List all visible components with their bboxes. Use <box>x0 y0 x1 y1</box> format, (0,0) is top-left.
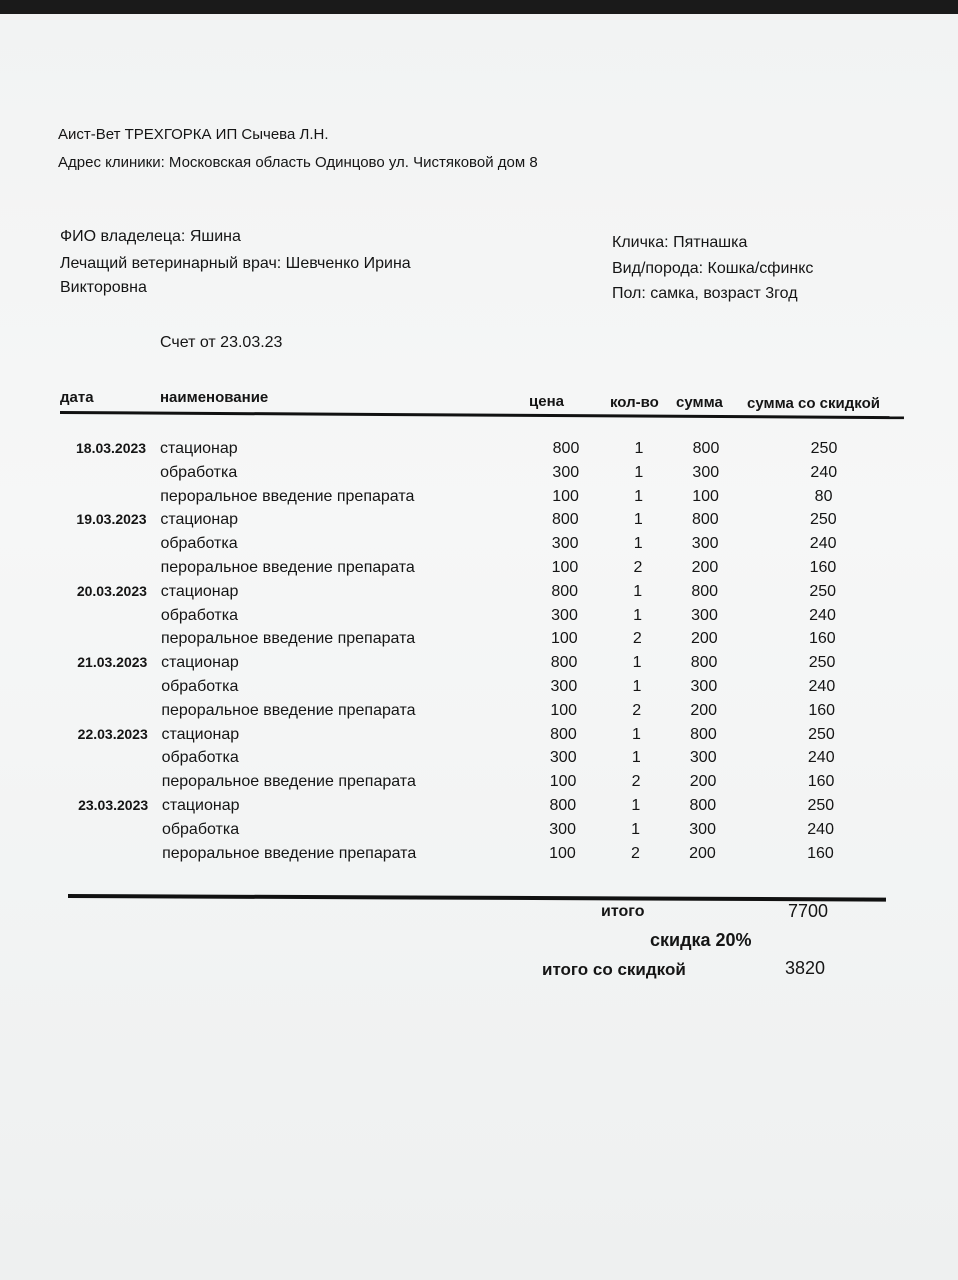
row-discounted-sum: 250 <box>808 725 835 743</box>
total-value: 7700 <box>788 901 829 921</box>
row-service-name: обработка <box>160 535 238 553</box>
row-quantity: 1 <box>634 463 644 481</box>
row-sum: 800 <box>692 440 720 457</box>
row-service-name: стационар <box>160 582 239 600</box>
table-row <box>0 607 958 631</box>
row-discounted-sum: 250 <box>810 440 838 457</box>
row-service-name: стационар <box>160 511 239 529</box>
row-sum: 200 <box>689 773 717 791</box>
row-service-name: обработка <box>161 820 240 838</box>
row-service-name: обработка <box>160 463 238 481</box>
row-sum: 300 <box>689 820 716 838</box>
row-discounted-sum: 80 <box>814 487 833 505</box>
row-service-name: стационар <box>161 725 240 743</box>
table-row <box>0 464 958 488</box>
row-service-name: обработка <box>161 749 239 767</box>
row-price: 800 <box>551 582 579 600</box>
table-row <box>0 797 958 821</box>
row-price: 100 <box>550 701 578 719</box>
pet-breed: Вид/порода: Кошка/сфинкс <box>612 260 814 277</box>
row-discounted-sum: 240 <box>807 820 834 838</box>
row-date: 18.03.2023 <box>76 440 147 456</box>
owner-name: ФИО владелеца: Яшина <box>60 228 241 245</box>
row-quantity: 1 <box>631 749 641 767</box>
row-date: 23.03.2023 <box>78 797 149 813</box>
row-price: 800 <box>549 797 577 814</box>
table-row <box>0 630 958 654</box>
row-quantity: 2 <box>632 701 642 719</box>
pet-name: Кличка: Пятнашка <box>612 234 748 251</box>
row-service-name: пероральное введение препарата <box>161 773 416 791</box>
row-price: 800 <box>550 654 578 672</box>
row-service-name: стационар <box>160 440 238 457</box>
row-price: 100 <box>552 487 579 505</box>
row-date: 21.03.2023 <box>77 654 148 671</box>
pet-sex-age: Пол: самка, возраст 3год <box>612 285 798 302</box>
row-service-name: пероральное введение препарата <box>160 487 415 505</box>
top-dark-edge <box>0 0 958 14</box>
row-quantity: 1 <box>633 535 643 553</box>
row-service-name: пероральное введение препарата <box>160 559 415 576</box>
row-price: 800 <box>552 440 580 457</box>
row-sum: 200 <box>689 844 716 862</box>
row-sum: 200 <box>690 630 718 648</box>
clinic-name: Аист-Вет ТРЕХГОРКА ИП Сычева Л.Н. <box>58 126 329 143</box>
row-sum: 300 <box>691 535 719 553</box>
row-discounted-sum: 250 <box>809 582 837 600</box>
row-sum: 100 <box>692 487 719 505</box>
row-quantity: 1 <box>633 582 643 600</box>
row-sum: 200 <box>690 701 718 719</box>
row-discounted-sum: 250 <box>808 654 836 672</box>
row-date: 20.03.2023 <box>76 582 147 599</box>
row-price: 300 <box>550 678 578 695</box>
discount-label: скидка 20% <box>650 930 752 950</box>
row-discounted-sum: 160 <box>808 701 836 719</box>
row-discounted-sum: 160 <box>807 844 834 862</box>
row-discounted-sum: 240 <box>810 463 838 481</box>
header-discounted-sum: сумма со скидкой <box>747 395 880 412</box>
row-date: 19.03.2023 <box>76 511 147 528</box>
table-row <box>0 821 958 845</box>
header-sum: сумма <box>676 394 723 411</box>
row-price: 800 <box>552 511 579 529</box>
row-service-name: пероральное введение препарата <box>161 701 416 719</box>
table-row <box>0 726 958 750</box>
row-date: 22.03.2023 <box>77 725 148 742</box>
vet-name-line2: Викторовна <box>60 279 147 296</box>
table-row <box>0 535 958 559</box>
row-quantity: 1 <box>633 511 643 529</box>
table-row <box>0 749 958 773</box>
row-price: 800 <box>550 725 577 743</box>
table-row <box>0 583 958 607</box>
row-discounted-sum: 240 <box>809 606 836 624</box>
row-service-name: стационар <box>161 654 239 672</box>
clinic-address: Адрес клиники: Московская область Одинцово ул. Чистяковой дом 8 <box>58 154 538 171</box>
row-discounted-sum: 160 <box>808 630 836 648</box>
row-sum: 300 <box>692 463 720 481</box>
row-discounted-sum: 160 <box>809 559 837 576</box>
table-row <box>0 702 958 726</box>
row-quantity: 1 <box>631 797 641 814</box>
header-name: наименование <box>160 389 269 406</box>
row-price: 300 <box>551 535 579 553</box>
row-sum: 800 <box>691 582 719 600</box>
row-discounted-sum: 240 <box>808 678 836 695</box>
row-price: 100 <box>551 559 579 576</box>
row-price: 300 <box>552 463 580 481</box>
row-price: 300 <box>551 606 578 624</box>
table-row <box>0 845 958 869</box>
row-sum: 300 <box>691 606 718 624</box>
row-price: 100 <box>549 844 576 862</box>
row-discounted-sum: 250 <box>807 797 835 814</box>
table-row <box>0 440 958 464</box>
table-row <box>0 773 958 797</box>
invoice-title: Счет от 23.03.23 <box>160 334 283 351</box>
row-quantity: 1 <box>632 725 641 743</box>
row-sum: 300 <box>689 749 717 767</box>
row-quantity: 2 <box>630 844 640 862</box>
row-quantity: 1 <box>634 487 644 505</box>
table-row <box>0 511 958 535</box>
table-row <box>0 488 958 512</box>
row-discounted-sum: 250 <box>810 511 837 529</box>
row-service-name: стационар <box>161 797 240 814</box>
row-quantity: 1 <box>634 440 644 457</box>
table-row <box>0 678 958 702</box>
row-quantity: 1 <box>632 654 642 672</box>
row-service-name: пероральное введение препарата <box>162 844 417 862</box>
discounted-total-value: 3820 <box>785 958 826 978</box>
row-sum: 800 <box>692 511 719 529</box>
row-discounted-sum: 240 <box>807 749 835 767</box>
header-qty: кол-во <box>610 394 659 411</box>
table-row <box>0 654 958 678</box>
row-sum: 800 <box>690 725 717 743</box>
row-discounted-sum: 240 <box>809 535 837 553</box>
row-quantity: 2 <box>632 630 642 648</box>
row-sum: 800 <box>690 654 718 672</box>
row-sum: 300 <box>690 678 718 695</box>
row-quantity: 1 <box>633 606 642 624</box>
row-sum: 200 <box>691 559 719 576</box>
row-price: 100 <box>550 630 578 648</box>
header-date: дата <box>60 389 94 406</box>
row-service-name: обработка <box>160 606 238 624</box>
row-quantity: 2 <box>631 773 641 791</box>
table-row <box>0 559 958 583</box>
row-price: 300 <box>549 749 577 767</box>
row-quantity: 1 <box>632 678 642 695</box>
row-quantity: 1 <box>631 820 641 838</box>
row-quantity: 2 <box>633 559 643 576</box>
discounted-total-label: итого со скидкой <box>542 960 686 979</box>
vet-name-line1: Лечащий ветеринарный врач: Шевченко Ирина <box>60 255 411 272</box>
row-price: 100 <box>549 773 577 791</box>
row-discounted-sum: 160 <box>807 773 835 791</box>
row-service-name: обработка <box>161 678 239 695</box>
total-label: итого <box>601 903 645 920</box>
row-service-name: пероральное введение препарата <box>160 630 416 648</box>
row-sum: 800 <box>689 797 717 814</box>
row-price: 300 <box>549 820 576 838</box>
header-price: цена <box>529 393 564 410</box>
